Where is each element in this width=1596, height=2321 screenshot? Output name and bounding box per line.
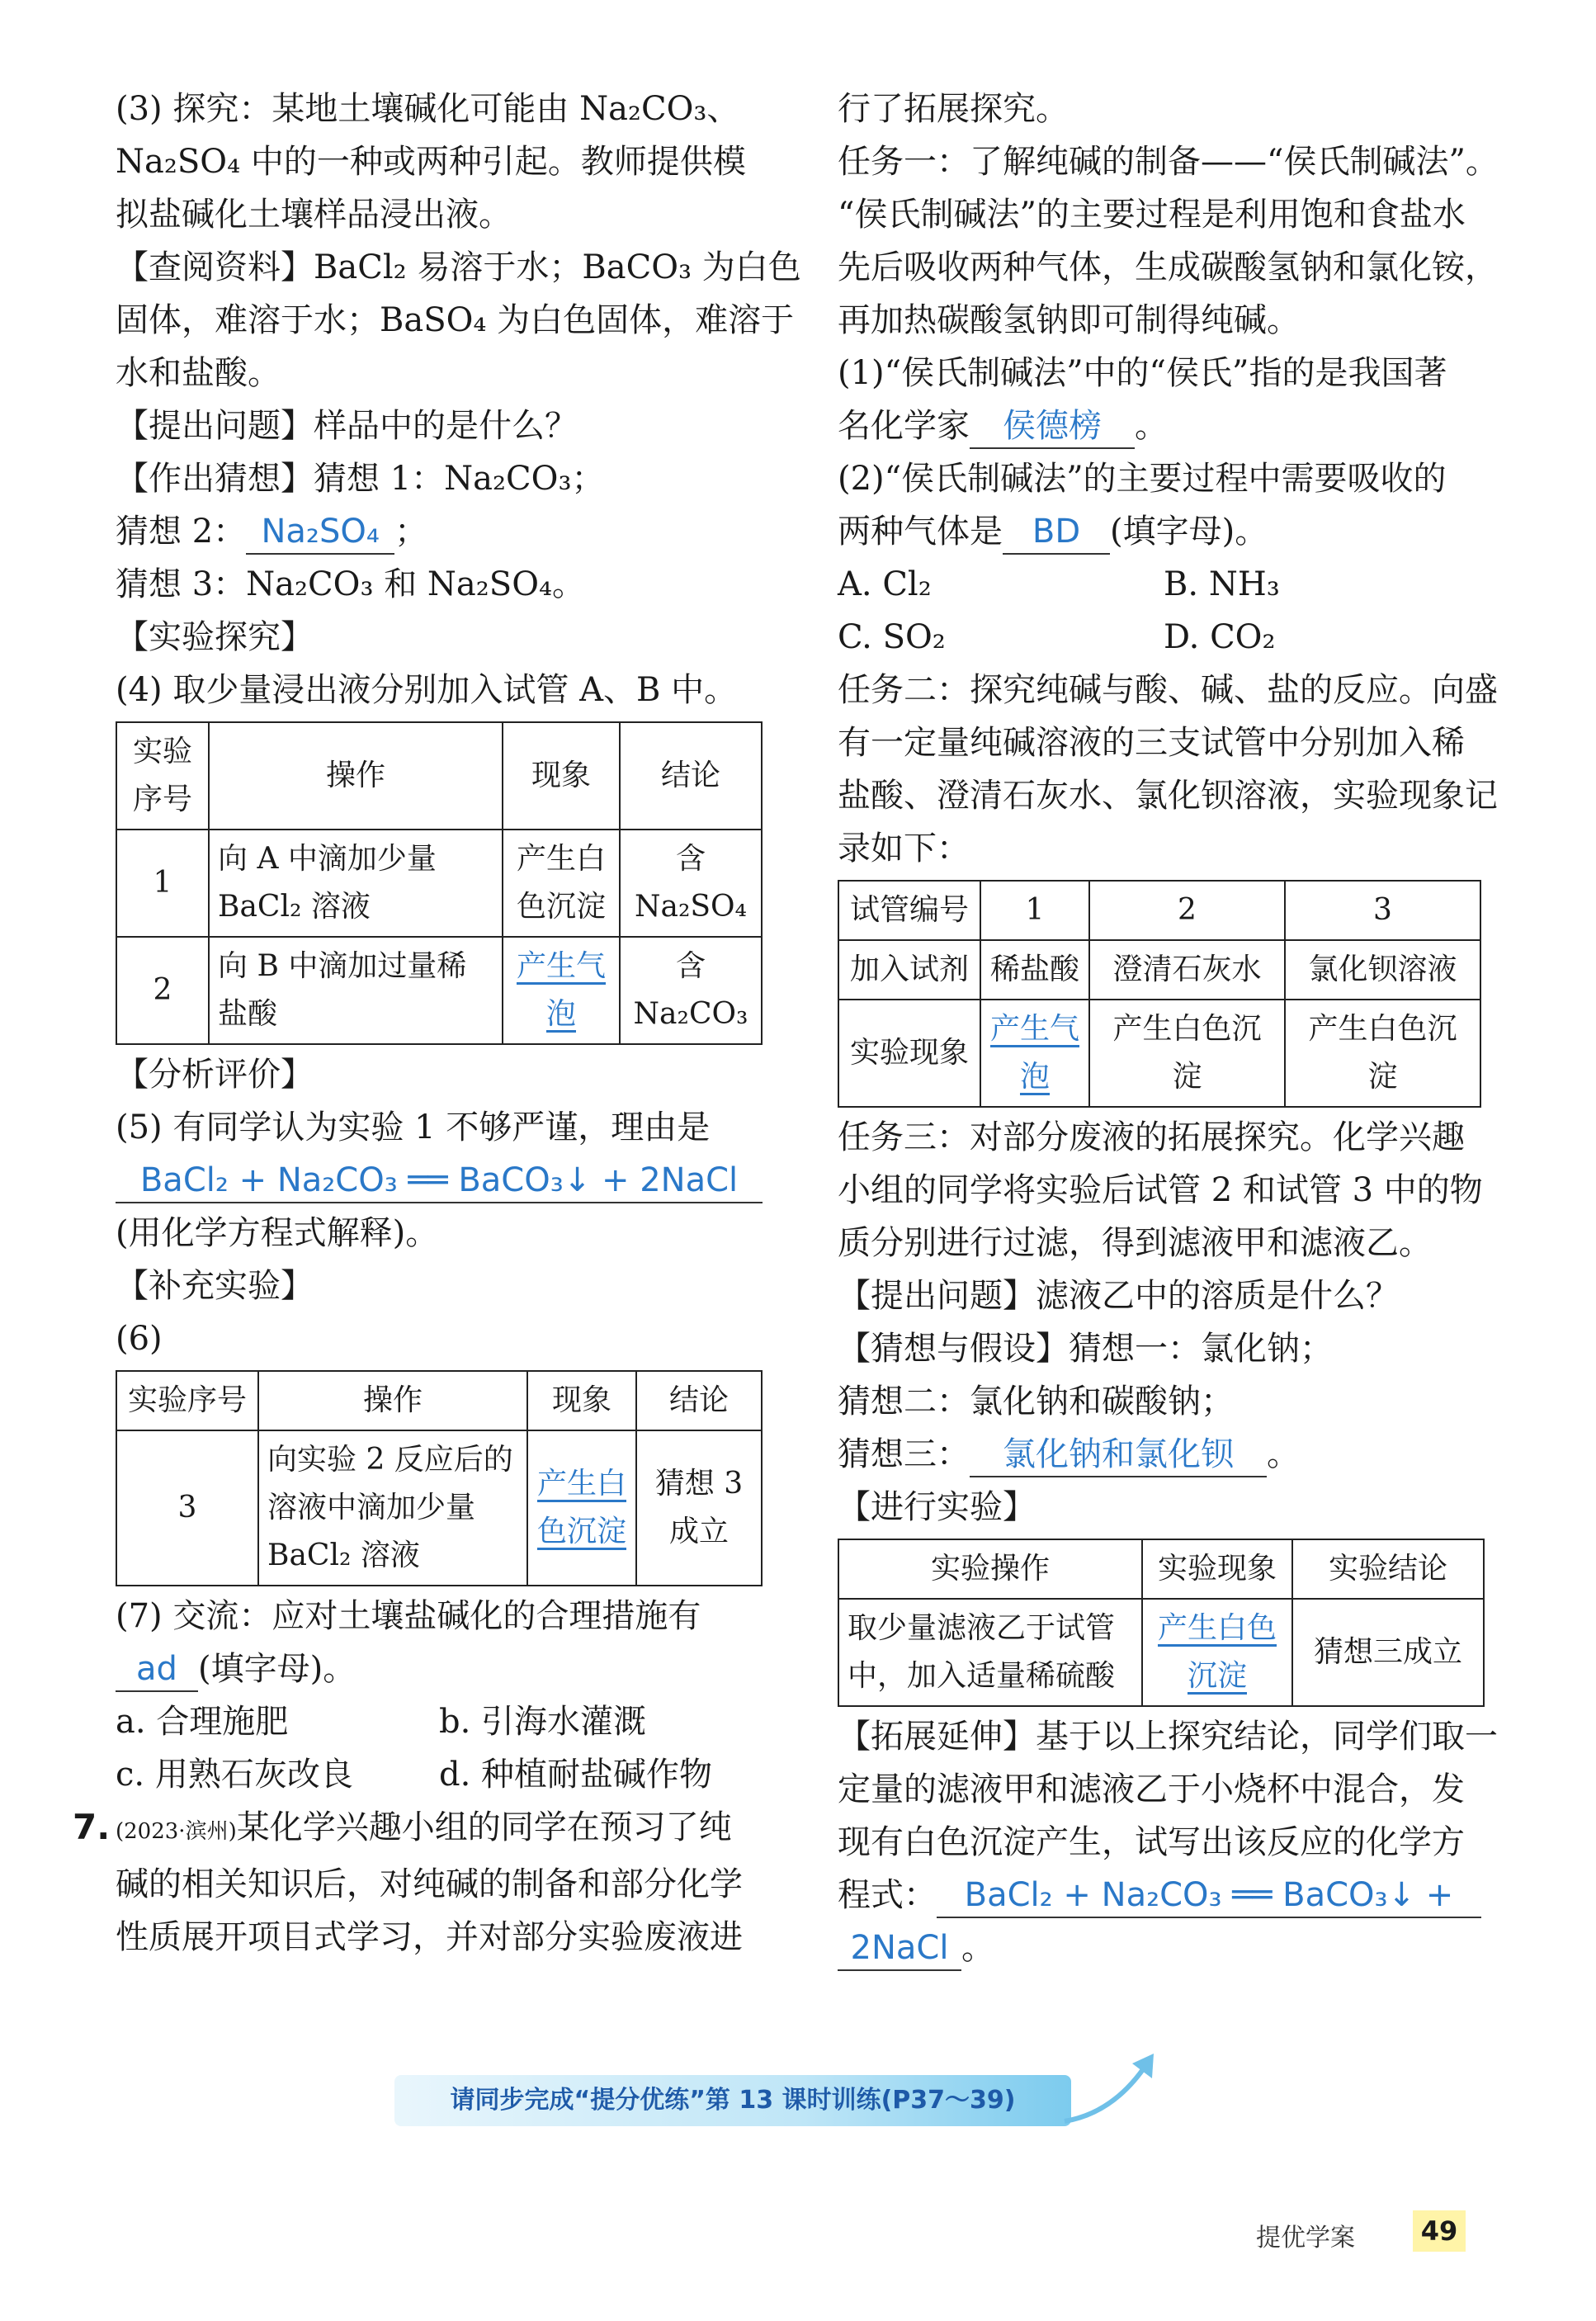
guess-line: 猜想二：氯化钠和碳酸钠； xyxy=(838,1383,1234,1420)
table-cell: 3 xyxy=(1285,881,1480,940)
guess-3-end: 。 xyxy=(1267,1435,1300,1473)
q7-text: 某化学兴趣小组的同学在预习了纯 xyxy=(236,1808,732,1846)
q2-label: 两种气体是 xyxy=(838,513,1003,551)
guess-2-answer[interactable]: Na₂SO₄ xyxy=(246,510,394,555)
reference-line: 水和盐酸。 xyxy=(116,354,281,392)
answer-cell[interactable]: 产生白色沉淀 xyxy=(1142,1599,1292,1706)
table-header: 实验序号 xyxy=(116,722,209,830)
task3-line: 小组的同学将实验后试管 2 和试管 3 中的物 xyxy=(838,1171,1483,1209)
q1-end: 。 xyxy=(1135,407,1168,445)
table-cell: 澄清石灰水 xyxy=(1089,940,1285,1000)
table-header: 实验操作 xyxy=(838,1539,1142,1599)
book-title: 提优学案 xyxy=(1256,2224,1355,2252)
table-header: 实验现象 xyxy=(1142,1539,1292,1599)
answer-cell[interactable]: 产生气泡 xyxy=(980,1000,1089,1107)
table-cell: 2 xyxy=(116,937,209,1044)
extension-answer-1[interactable]: BaCl₂ + Na₂CO₃ ══ BaCO₃↓ + xyxy=(937,1874,1481,1918)
p7-options-row xyxy=(116,1695,763,1748)
p5-note: (用化学方程式解释)。 xyxy=(116,1214,439,1252)
table-cell: 产生白色沉淀 xyxy=(1285,1000,1480,1107)
guess-3-answer[interactable]: 氯化钠和氯化钡 xyxy=(970,1433,1267,1477)
extension-line: 【拓展延伸】基于以上探究结论，同学们取一 xyxy=(838,1718,1498,1756)
guess-3-row xyxy=(838,1428,1490,1481)
guess-2-end: ； xyxy=(394,513,428,551)
test-tube-table xyxy=(838,880,1481,1108)
guess-line: 【猜想与假设】猜想一：氯化钠； xyxy=(838,1330,1333,1368)
q2-end: (填字母)。 xyxy=(1110,513,1268,551)
guess-2-label: 猜想 2： xyxy=(116,513,247,551)
table-cell: 3 xyxy=(116,1430,258,1586)
table-cell: 取少量滤液乙于试管中，加入适量稀硫酸 xyxy=(838,1599,1142,1706)
q1-label: 名化学家 xyxy=(838,407,970,445)
question-line: 【提出问题】样品中的是什么？ xyxy=(116,407,578,445)
extension-answer-row xyxy=(838,1922,1490,1974)
option: C. SO₂ xyxy=(838,618,946,656)
table-cell: 含 Na₂SO₄ xyxy=(620,830,762,937)
table-cell: 产生白色沉淀 xyxy=(1089,1000,1285,1107)
option: b. 引海水灌溉 xyxy=(439,1703,647,1741)
table-cell: 加入试剂 xyxy=(838,940,980,1000)
table-cell: 猜想三成立 xyxy=(1292,1599,1484,1706)
table-cell: 稀盐酸 xyxy=(980,940,1089,1000)
task1-line: 先后吸收两种气体，生成碳酸氢钠和氯化铵， xyxy=(838,248,1498,286)
table-header: 操作 xyxy=(209,722,503,830)
practice-banner: 请同步完成“提分优练”第 13 课时训练(P37～39) xyxy=(394,2075,1071,2126)
p7-answer-row xyxy=(116,1643,763,1695)
task3-line: 质分别进行过滤，得到滤液甲和滤液乙。 xyxy=(838,1224,1432,1262)
q2-options-row xyxy=(838,558,1490,611)
option: A. Cl₂ xyxy=(838,565,932,603)
answer-cell[interactable]: 产生白色沉淀 xyxy=(527,1430,636,1586)
q7-line: 碱的相关知识后，对纯碱的制备和部分化学 xyxy=(116,1865,743,1903)
question-number: 7. xyxy=(73,1807,111,1847)
table-cell: 氯化钡溶液 xyxy=(1285,940,1480,1000)
task3-line: 任务三：对部分废液的拓展探究。化学兴趣 xyxy=(838,1118,1465,1156)
q2-answer[interactable]: BD xyxy=(1003,510,1110,555)
p5-answer[interactable]: BaCl₂ + Na₂CO₃ ══ BaCO₃↓ + 2NaCl xyxy=(116,1159,763,1203)
guess-2 xyxy=(116,505,763,558)
table-cell: 试管编号 xyxy=(838,881,980,940)
extension-answer-row xyxy=(838,1869,1490,1922)
question-source: (2023·滨州) xyxy=(116,1819,237,1844)
task1-line: 任务一：了解纯碱的制备——“侯氏制碱法”。 xyxy=(838,143,1499,181)
p7-line: (7) 交流：应对土壤盐碱化的合理措施有 xyxy=(116,1597,701,1635)
answer-cell[interactable]: 产生气泡 xyxy=(503,937,620,1044)
do-experiment-heading: 【进行实验】 xyxy=(838,1488,1036,1526)
arrow-icon xyxy=(1056,2039,1172,2138)
q1-answer-row xyxy=(838,399,1490,452)
text-line: 行了拓展探究。 xyxy=(838,90,1069,128)
page-number: 49 xyxy=(1413,2210,1466,2252)
table-header: 操作 xyxy=(258,1371,527,1430)
guess-3: 猜想 3：Na₂CO₃ 和 Na₂SO₄。 xyxy=(116,565,586,603)
table-cell: 1 xyxy=(980,881,1089,940)
p3-line: 拟盐碱化土壤样品浸出液。 xyxy=(116,196,512,234)
table-header: 实验结论 xyxy=(1292,1539,1484,1599)
experiment-heading: 【实验探究】 xyxy=(116,618,314,656)
reference-line: 【查阅资料】BaCl₂ 易溶于水；BaCO₃ 为白色 xyxy=(116,248,801,286)
task2-line: 任务二：探究纯碱与酸、碱、盐的反应。向盛 xyxy=(838,671,1498,709)
option: B. NH₃ xyxy=(1164,565,1280,603)
table-header: 结论 xyxy=(636,1371,762,1430)
left-column xyxy=(73,83,801,1964)
right-column xyxy=(838,83,1499,1974)
question-line: 【提出问题】滤液乙中的溶质是什么？ xyxy=(838,1277,1399,1315)
p4-line: (4) 取少量浸出液分别加入试管 A、B 中。 xyxy=(116,671,738,709)
table-cell: 猜想 3 成立 xyxy=(636,1430,762,1586)
table-cell: 实验现象 xyxy=(838,1000,980,1107)
option: D. CO₂ xyxy=(1164,618,1276,656)
table-cell: 2 xyxy=(1089,881,1285,940)
table-cell: 向实验 2 反应后的溶液中滴加少量 BaCl₂ 溶液 xyxy=(258,1430,527,1586)
q1-line: (1)“侯氏制碱法”中的“侯氏”指的是我国著 xyxy=(838,354,1447,392)
reference-line: 固体，难溶于水；BaSO₄ 为白色固体，难溶于 xyxy=(116,301,795,339)
table-cell: 含 Na₂CO₃ xyxy=(620,937,762,1044)
table-cell: 1 xyxy=(116,830,209,937)
p3-line: Na₂SO₄ 中的一种或两种引起。教师提供模 xyxy=(116,143,746,181)
supplement-heading: 【补充实验】 xyxy=(116,1267,314,1305)
extension-end: 。 xyxy=(961,1929,994,1967)
p5-line: (5) 有同学认为实验 1 不够严谨，理由是 xyxy=(116,1109,711,1146)
option: d. 种植耐盐碱作物 xyxy=(439,1756,713,1794)
task2-line: 盐酸、澄清石灰水、氯化钡溶液，实验现象记 xyxy=(838,777,1498,815)
q2-options-row xyxy=(838,611,1490,664)
experiment-table-3 xyxy=(838,1539,1485,1707)
q2-answer-row xyxy=(838,505,1490,558)
task1-line: “侯氏制碱法”的主要过程是利用饱和食盐水 xyxy=(838,196,1466,234)
experiment-table-1 xyxy=(116,721,763,1045)
table-header: 实验序号 xyxy=(116,1371,258,1430)
extension-label: 程式： xyxy=(838,1876,937,1914)
table-cell: 产生白色沉淀 xyxy=(503,830,620,937)
extension-line: 定量的滤液甲和滤液乙于小烧杯中混合，发 xyxy=(838,1770,1465,1808)
analysis-heading: 【分析评价】 xyxy=(116,1056,314,1094)
p7-note: (填字母)。 xyxy=(198,1650,357,1688)
p6-line: (6) xyxy=(116,1320,163,1358)
q2-line: (2)“侯氏制碱法”的主要过程中需要吸收的 xyxy=(838,460,1447,498)
task1-line: 再加热碳酸氢钠即可制得纯碱。 xyxy=(838,301,1300,339)
experiment-table-2 xyxy=(116,1370,763,1586)
option: c. 用熟石灰改良 xyxy=(116,1756,353,1794)
table-cell: 向 B 中滴加过量稀盐酸 xyxy=(209,937,503,1044)
q1-answer[interactable]: 侯德榜 xyxy=(970,404,1135,449)
table-header: 结论 xyxy=(620,722,762,830)
q7-line: 性质展开项目式学习，并对部分实验废液进 xyxy=(116,1918,743,1956)
guess-3-label: 猜想三： xyxy=(838,1435,970,1473)
extension-answer-2[interactable]: 2NaCl xyxy=(838,1926,961,1971)
extension-line: 现有白色沉淀产生，试写出该反应的化学方 xyxy=(838,1823,1465,1861)
guess-1: 【作出猜想】猜想 1：Na₂CO₃； xyxy=(116,460,605,498)
task2-line: 有一定量纯碱溶液的三支试管中分别加入稀 xyxy=(838,724,1465,762)
table-header: 现象 xyxy=(527,1371,636,1430)
table-cell: 向 A 中滴加少量 BaCl₂ 溶液 xyxy=(209,830,503,937)
q7-line xyxy=(73,1801,763,1858)
p5-answer-row xyxy=(116,1154,763,1207)
option: a. 合理施肥 xyxy=(116,1703,289,1741)
task2-line: 录如下： xyxy=(838,830,970,867)
p7-options-row xyxy=(116,1748,763,1801)
p7-answer[interactable]: ad xyxy=(116,1647,198,1692)
p3-line: (3) 探究：某地土壤碱化可能由 Na₂CO₃、 xyxy=(116,90,740,128)
table-header: 现象 xyxy=(503,722,620,830)
